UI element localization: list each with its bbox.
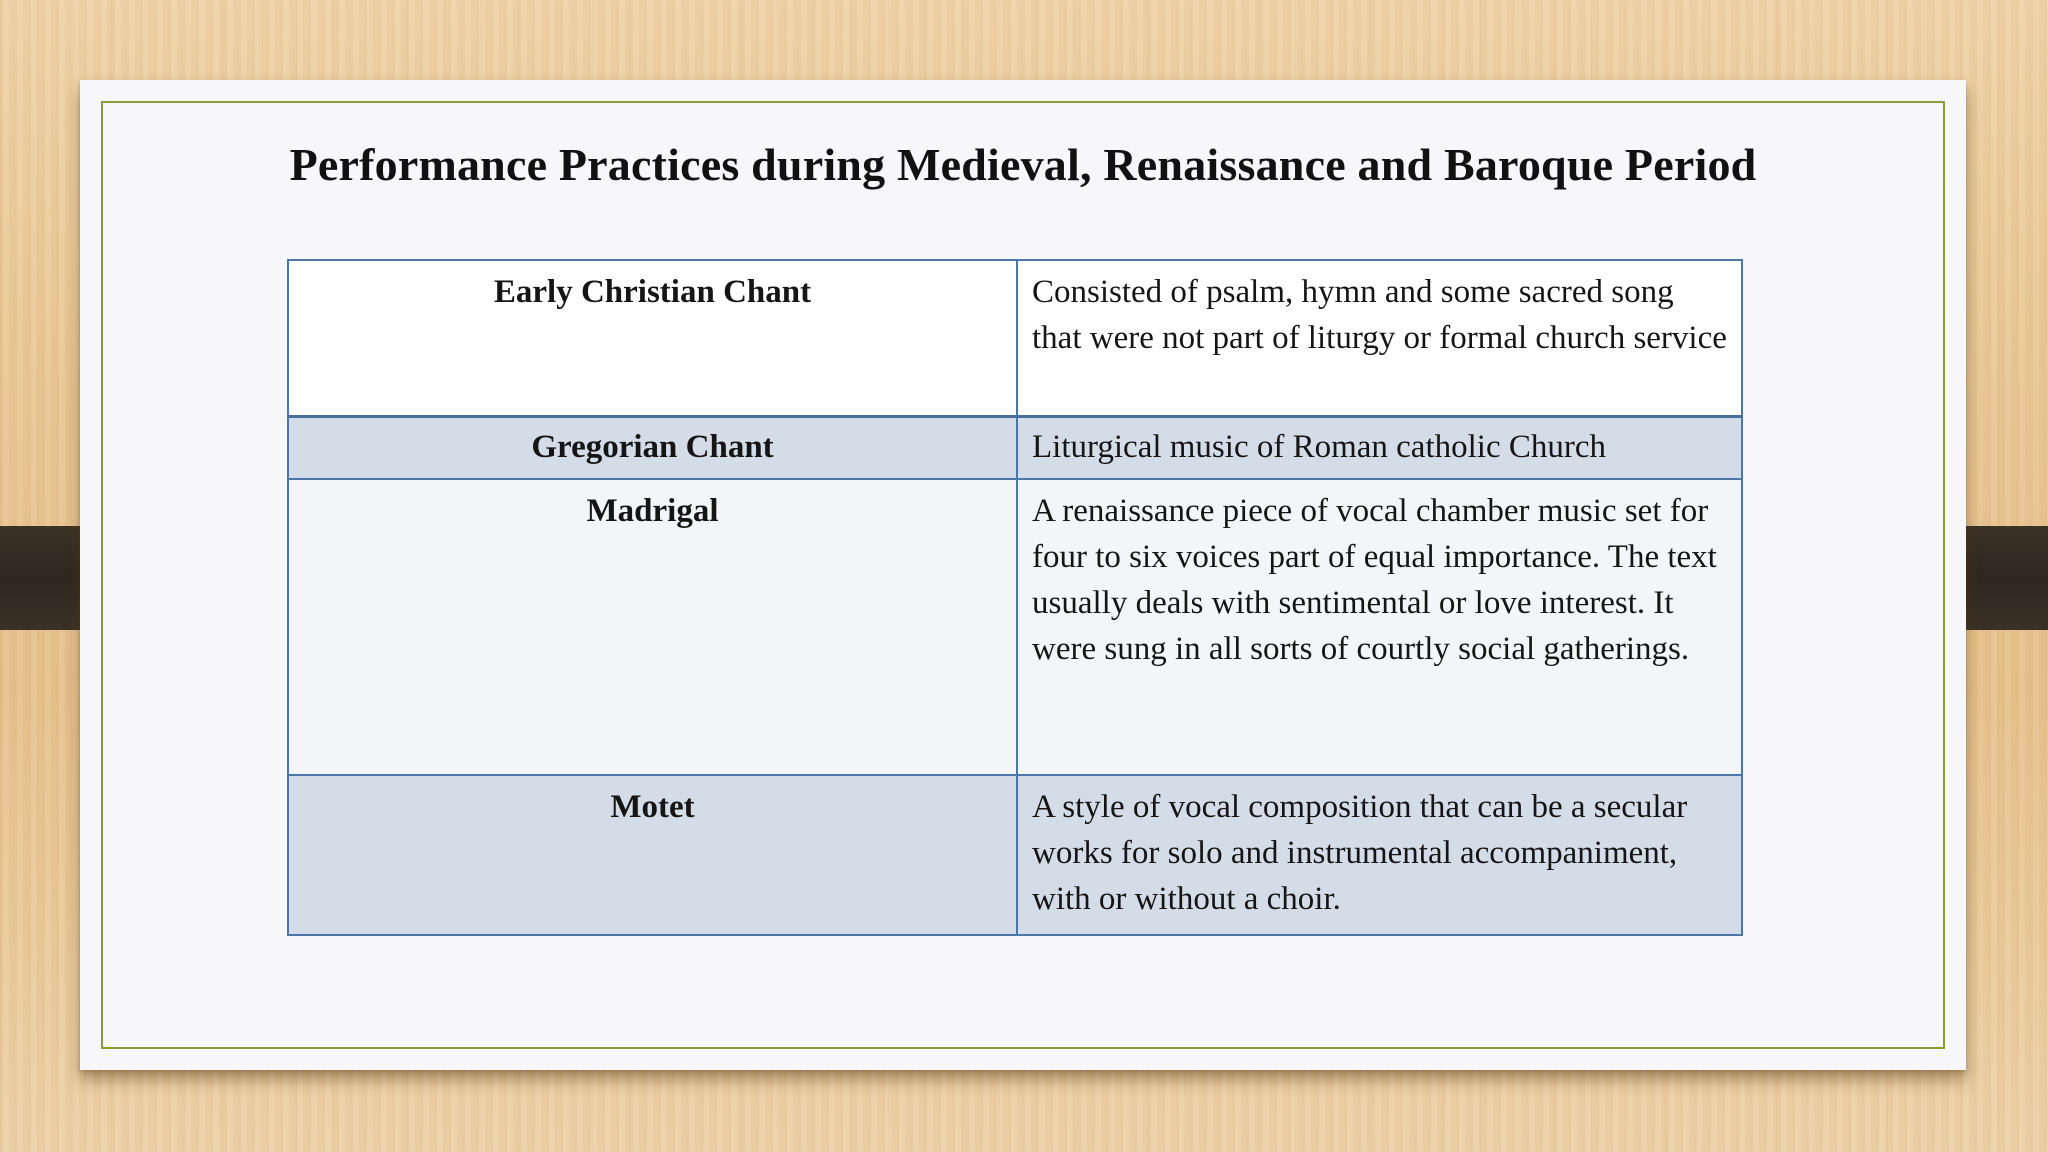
- table-row: [288, 260, 1742, 417]
- term-cell: Early Christian Chant: [288, 260, 1017, 417]
- practices-table: [287, 259, 1743, 936]
- term-cell: Gregorian Chant: [288, 417, 1017, 480]
- description-cell: Liturgical music of Roman catholic Church: [1017, 417, 1742, 480]
- description-cell: Consisted of psalm, hymn and some sacred song that were not part of liturgy or formal church service: [1017, 260, 1742, 417]
- description-cell: A style of vocal composition that can be a secular works for solo and instrumental accompaniment, with or without a choir.: [1017, 775, 1742, 935]
- table-row: [288, 479, 1742, 775]
- term-cell: Madrigal: [288, 479, 1017, 775]
- slide: [80, 80, 1966, 1070]
- slide-title: Performance Practices during Medieval, Renaissance and Baroque Period: [289, 139, 1757, 190]
- description-cell: A renaissance piece of vocal chamber music set for four to six voices part of equal importance. The text usually deals with sentimental or love interest. It were sung in all sorts of courtly social gatherings.: [1017, 479, 1742, 775]
- term-cell: Motet: [288, 775, 1017, 935]
- table-row: [288, 775, 1742, 935]
- table-row: [288, 417, 1742, 480]
